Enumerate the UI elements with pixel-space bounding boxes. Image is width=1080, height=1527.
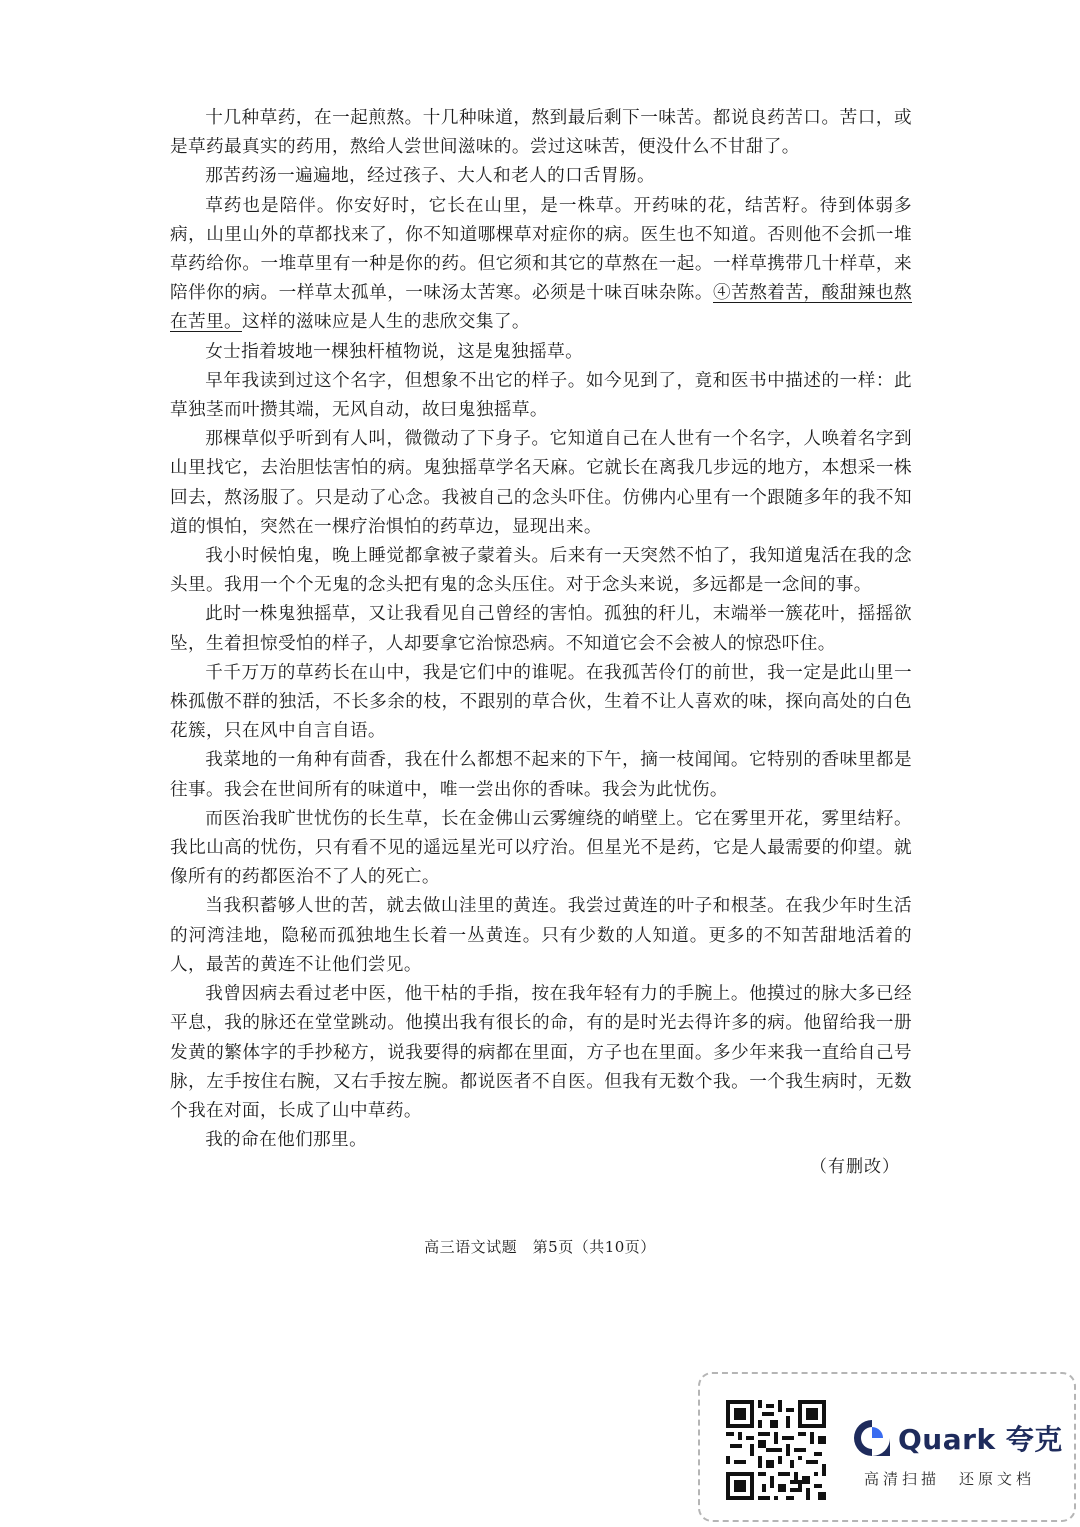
paragraph: 我小时候怕鬼，晚上睡觉都拿被子蒙着头。后来有一天突然不怕了，我知道鬼活在我的念头里。我用一个个无鬼的念头把有鬼的念头压住。对于念头来说，多远都是一念间的事。	[170, 546, 912, 596]
qr-code-icon	[726, 1400, 826, 1500]
quark-logo	[852, 1418, 1063, 1458]
underlined-sentence: ④苦熬着苦，酸甜辣也熬在苦里。	[170, 283, 912, 333]
paragraph: 那苦药汤一遍遍地，经过孩子、大人和老人的口舌胃肠。	[205, 166, 656, 187]
paragraph: 当我积蓄够人世的苦，就去做山洼里的黄连。我尝过黄连的叶子和根茎。在我少年时生活的河湾洼地，隐秘而孤独地生长着一丛黄连。只有少数的人知道。更多的不知苦甜地活着的人，最苦的黄连不让他们尝见。	[170, 896, 912, 975]
paragraph: 千千万万的草药长在山中，我是它们中的谁呢。在我孤苦伶仃的前世，我一定是此山里一株孤傲不群的独活，不长多余的枝，不跟别的草合伙，生着不让人喜欢的味，探向高处的白色花簇，只在风中自言自语。	[170, 662, 912, 742]
paragraph: 此时一株鬼独摇草，又让我看见自己曾经的害怕。孤独的秆儿，末端举一簇花叶，摇摇欲坠，生着担惊受怕的样子，人却要拿它治惊恐病。不知道它会不会被人的惊恐吓住。	[170, 604, 912, 654]
paragraph: 而医治我旷世忧伤的长生草，长在金佛山云雾缠绕的峭壁上。它在雾里开花，雾里结籽。我比山高的忧伤，只有看不见的遥远星光可以疗治。但星光不是药，它是人最需要的仰望。就像所有的药都医治不了人的死亡。	[170, 808, 912, 888]
paragraph: 十几种草药，在一起煎熬。十几种味道，熬到最后剩下一味苦。都说良药苦口。苦口，或是草药最真实的药用，熬给人尝世间滋味的。尝过这味苦，便没什么不甘甜了。	[170, 108, 912, 158]
page-footer: 高三语文试题 第5页（共10页）	[424, 1238, 656, 1256]
paragraph: 那棵草似乎听到有人叫，微微动了下身子。它知道自己在人世有一个名字，人唤着名字到山里找它，去治胆怯害怕的病。鬼独摇草学名天麻。它就长在离我几步远的地方，本想采一株回去，熬汤服了。只是动了心念。我被自己的念头吓住。仿佛内心里有一个跟随多年的我不知道的惧怕，突然在一棵疗治惧怕的药草边，显现出来。	[170, 429, 912, 537]
quark-logo-icon	[852, 1418, 892, 1458]
edit-note: （有删改）	[810, 1157, 900, 1177]
paragraph: 女士指着坡地一棵独杆植物说，这是鬼独摇草。	[205, 341, 584, 362]
paragraph-with-underline	[170, 192, 912, 338]
paragraph: 我菜地的一角种有茴香，我在什么都想不起来的下午，摘一枝闻闻。它特别的香味里都是往事。我会在世间所有的味道中，唯一尝出你的香味。我会为此忧伤。	[170, 750, 912, 800]
brand-name: Quark 夸克	[898, 1423, 1063, 1456]
paragraph-tail: 这样的滋味应是人生的悲欣交集了。	[241, 312, 530, 333]
paragraph: 我曾因病去看过老中医，他干枯的手指，按在我年轻有力的手腕上。他摸过的脉大多已经平息，我的脉还在堂堂跳动。他摸出我有很长的命，有的是时光去得许多的病。他留给我一册发黄的繁体字的手抄秘方，说我要得的病都在里面，方子也在里面。多少年来我一直给自己号脉，左手按住右腕，又右手按左腕。都说医者不自医。但我有无数个我。一个我生病时，无数个我在对面，长成了山中草药。	[170, 984, 912, 1121]
watermark-tagline: 高清扫描 还原文档	[864, 1470, 1036, 1488]
paragraph-text: 草药也是陪伴。你安好时，它长在山里，是一株草。开药味的花，结苦籽。待到体弱多病，山里山外的草都找来了，你不知道哪棵草对症你的病。医生也不知道。否则他不会抓一堆草药给你。一堆草里有一种是你的药。但它须和其它的草熬在一起。一样草携带几十样草，来陪伴你的病。一样草太孤单，一味汤太苦寒。必须是十味百味杂陈。	[170, 195, 912, 304]
article-body	[170, 104, 912, 1155]
paragraph: 早年我读到过这个名字，但想象不出它的样子。如今见到了，竟和医书中描述的一样：此草独茎而叶攒其端，无风自动，故曰鬼独摇草。	[170, 370, 912, 421]
quark-watermark	[698, 1372, 1076, 1522]
paragraph: 我的命在他们那里。	[205, 1130, 368, 1151]
